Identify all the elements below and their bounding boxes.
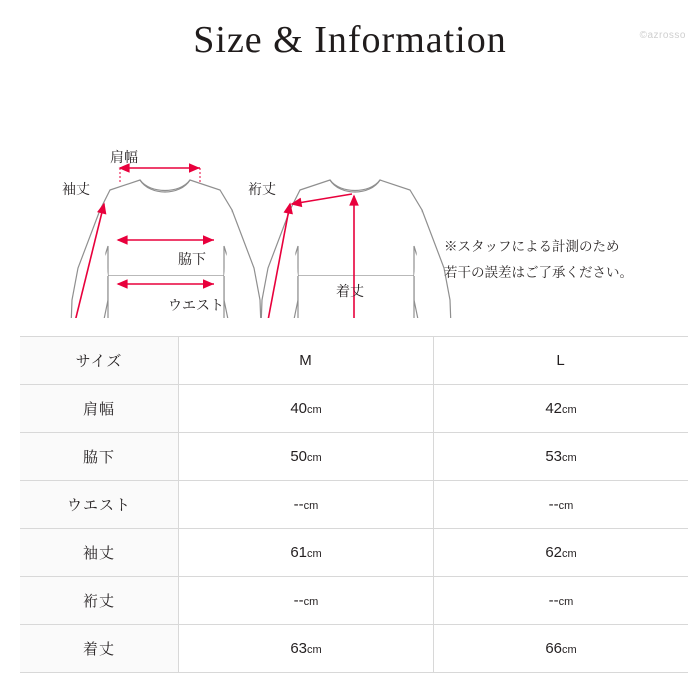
unit: cm xyxy=(558,596,574,608)
row-value-l xyxy=(434,481,689,529)
value: -- xyxy=(548,592,559,609)
unit: cm xyxy=(307,404,322,416)
label-sleeve: 袖丈 xyxy=(62,181,90,197)
row-value-l xyxy=(434,433,689,481)
row-value-m xyxy=(179,529,434,577)
value: 40 xyxy=(290,400,307,417)
value: 66 xyxy=(545,640,562,657)
value: -- xyxy=(548,496,559,513)
row-value-m xyxy=(179,577,434,625)
table-row xyxy=(20,577,688,625)
unit: cm xyxy=(562,452,577,464)
label-yuki: 裄丈 xyxy=(248,181,276,197)
value: 53 xyxy=(545,448,562,465)
value: 50 xyxy=(290,448,307,465)
table-row xyxy=(20,433,688,481)
row-value-m xyxy=(179,433,434,481)
unit: cm xyxy=(558,500,574,512)
label-shoulder: 肩幅 xyxy=(110,149,138,165)
row-value-l xyxy=(434,385,689,433)
watermark: ©azrosso xyxy=(639,30,686,41)
column-header-l: L xyxy=(434,337,689,385)
row-value-l xyxy=(434,577,689,625)
size-table-wrap xyxy=(20,336,680,673)
label-waist: ウエスト xyxy=(168,297,224,313)
table-row xyxy=(20,385,688,433)
sweater-front-outline xyxy=(70,180,262,318)
unit: cm xyxy=(562,404,577,416)
page-title: Size & Information xyxy=(193,19,507,61)
row-value-m xyxy=(179,385,434,433)
unit: cm xyxy=(307,452,322,464)
size-table xyxy=(20,336,688,673)
row-label: 裄丈 xyxy=(20,577,179,625)
measurement-note xyxy=(444,234,633,285)
table-row xyxy=(20,481,688,529)
unit: cm xyxy=(303,596,319,608)
label-length: 着丈 xyxy=(336,283,364,299)
row-label: ウエスト xyxy=(20,481,179,529)
note-line-2: 若干の誤差はご了承ください。 xyxy=(444,264,633,280)
unit: cm xyxy=(562,644,577,656)
unit: cm xyxy=(303,500,319,512)
row-label: 肩幅 xyxy=(20,385,179,433)
value: 62 xyxy=(545,544,562,561)
value: 63 xyxy=(290,640,307,657)
measurement-diagram xyxy=(0,68,700,318)
table-row xyxy=(20,625,688,673)
unit: cm xyxy=(307,548,322,560)
table-row xyxy=(20,529,688,577)
row-value-l xyxy=(434,625,689,673)
label-underarm: 脇下 xyxy=(178,251,206,267)
table-header-row xyxy=(20,337,688,385)
unit: cm xyxy=(562,548,577,560)
column-header-m: M xyxy=(179,337,434,385)
value: -- xyxy=(293,496,304,513)
row-value-l xyxy=(434,529,689,577)
row-value-m xyxy=(179,625,434,673)
value: 42 xyxy=(545,400,562,417)
value: 61 xyxy=(290,544,307,561)
unit: cm xyxy=(307,644,322,656)
row-label: 着丈 xyxy=(20,625,179,673)
column-header-size: サイズ xyxy=(20,337,179,385)
value: -- xyxy=(293,592,304,609)
row-label: 脇下 xyxy=(20,433,179,481)
note-line-1: ※スタッフによる計測のため xyxy=(444,239,620,254)
row-label: 袖丈 xyxy=(20,529,179,577)
row-value-m xyxy=(179,481,434,529)
